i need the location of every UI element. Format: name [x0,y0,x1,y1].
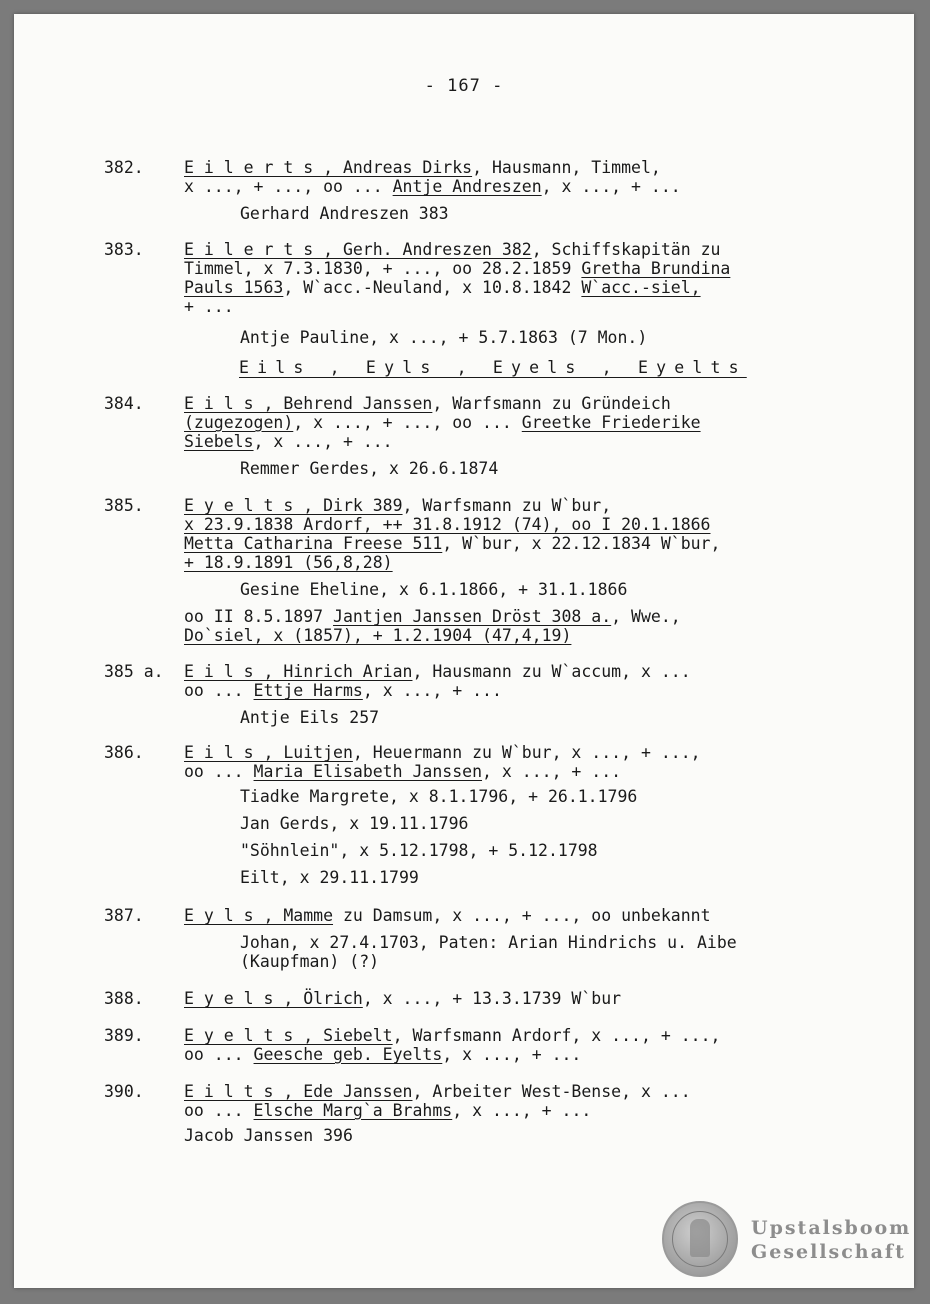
entry-number: 383. [104,240,144,259]
entry-number: 384. [104,394,144,413]
child-entry: Johan, x 27.4.1703, Paten: Arian Hindrichs u. Aibe [240,933,737,952]
spouse-name: Siebels [184,432,254,451]
entry-text: , Warfsmann zu Gründeich [432,394,671,413]
child-entry: Eilt, x 29.11.1799 [240,868,419,887]
watermark-line: Gesellschaft [751,1241,906,1263]
spouse-name: Pauls 1563 [184,278,284,297]
entry-text: , Arbeiter West-Bense, x ... [412,1082,691,1101]
entry-text: oo ... [184,762,254,781]
entry-text: , Warfsmann zu W`bur, [402,496,612,515]
entry-text: Do`siel, x (1857), + 1.2.1904 (47,4,19) [184,626,572,645]
person-name: E i l e r t s , Gerh. Andreszen 382 [184,240,532,259]
child-entry: Antje Eils 257 [240,708,380,727]
entry-text: , Wwe., [611,607,681,626]
entry-number: 385 a. [104,662,164,681]
place-name: W`acc.-siel, [581,278,701,297]
child-entry: Antje Pauline, x ..., + 5.7.1863 (7 Mon.) [240,328,648,347]
entry-text: , x ..., + ... [452,1101,592,1120]
entry-text: , x ..., + ... [253,432,393,451]
entry-number: 390. [104,1082,144,1101]
entry-text: , x ..., + 13.3.1739 W`bur [362,989,622,1008]
spouse-name: Antje Andreszen [392,177,542,196]
entry-text: , Schiffskapitän zu [531,240,721,259]
entry-number: 382. [104,158,144,177]
seal-icon [662,1201,738,1277]
entry-text: x ..., + ..., oo ... [184,177,393,196]
person-name: E i l s , Luitjen [184,743,353,762]
entry-text: + ... [184,297,234,316]
entry-text: , Warfsmann Ardorf, x ..., + ..., [392,1026,721,1045]
entry-text: , x ..., + ... [541,177,681,196]
spouse-name: Ettje Harms [253,681,363,700]
entry-text: , x ..., + ... [482,762,622,781]
entry-number: 385. [104,496,144,515]
watermark-line: Upstalsboom [751,1217,912,1239]
spouse-name: Maria Elisabeth Janssen [253,762,483,781]
spouse-name: Jantjen Janssen Dröst 308 a. [333,607,612,626]
entry-number: 386. [104,743,144,762]
entry-text: , Heuermann zu W`bur, x ..., + ..., [352,743,701,762]
child-entry-continued: (Kaupfman) (?) [240,952,380,971]
page-number: - 167 - [424,76,504,96]
section-heading: Eils , Eyls , Eyels , Eyelts [239,358,747,377]
entry-text: oo II 8.5.1897 [184,607,334,626]
spouse-name: Gretha Brundina [581,259,731,278]
entry-text: zu Damsum, x ..., + ..., oo unbekannt [333,906,711,925]
child-entry: "Söhnlein", x 5.12.1798, + 5.12.1798 [240,841,598,860]
entry-text: , W`bur, x 22.12.1834 W`bur, [442,534,721,553]
entry-text: (zugezogen) [184,413,294,432]
entry-number: 389. [104,1026,144,1045]
seal-figure [690,1219,710,1257]
entry-text: , x ..., + ..., oo ... [293,413,522,432]
entry-text: , Hausmann zu W`accum, x ... [412,662,691,681]
entry-text: , W`acc.-Neuland, x 10.8.1842 [283,278,582,297]
person-name: E i l s , Hinrich Arian [184,662,413,681]
document-page [14,14,914,1288]
child-entry: Tiadke Margrete, x 8.1.1796, + 26.1.1796 [240,787,638,806]
watermark-logo [751,1216,911,1264]
person-name: E y l s , Mamme [184,906,334,925]
entry-text: oo ... [184,681,254,700]
entry-text: , Hausmann, Timmel, [472,158,661,177]
child-entry: Gesine Eheline, x 6.1.1866, + 31.1.1866 [240,580,628,599]
person-name: E i l t s , Ede Janssen [184,1082,413,1101]
spouse-name: Metta Catharina Freese 511 [184,534,443,553]
child-entry: Jacob Janssen 396 [184,1126,353,1145]
person-name: E i l s , Behrend Janssen [184,394,433,413]
spouse-name: Geesche geb. Eyelts [253,1045,443,1064]
entry-text: oo ... [184,1101,254,1120]
entry-text: + 18.9.1891 (56,8,28) [184,553,393,572]
person-name: E y e l t s , Siebelt [184,1026,393,1045]
person-name: E y e l t s , Dirk 389 [184,496,403,515]
entry-text: , x ..., + ... [362,681,502,700]
child-entry: Gerhard Andreszen 383 [240,204,449,223]
entry-number: 387. [104,906,144,925]
entry-text: , x ..., + ... [442,1045,582,1064]
spouse-name: Elsche Marg`a Brahms [253,1101,453,1120]
entry-text: x 23.9.1838 Ardorf, ++ 31.8.1912 (74), oo I 20.1.1866 [184,515,711,534]
child-entry: Jan Gerds, x 19.11.1796 [240,814,469,833]
child-entry: Remmer Gerdes, x 26.6.1874 [240,459,499,478]
entry-text: Timmel, x 7.3.1830, + ..., oo 28.2.1859 [184,259,582,278]
person-name: E i l e r t s , Andreas Dirks [184,158,473,177]
person-name: E y e l s , Ölrich [184,989,363,1008]
entry-text: oo ... [184,1045,254,1064]
spouse-name: Greetke Friederike [521,413,701,432]
entry-number: 388. [104,989,144,1008]
